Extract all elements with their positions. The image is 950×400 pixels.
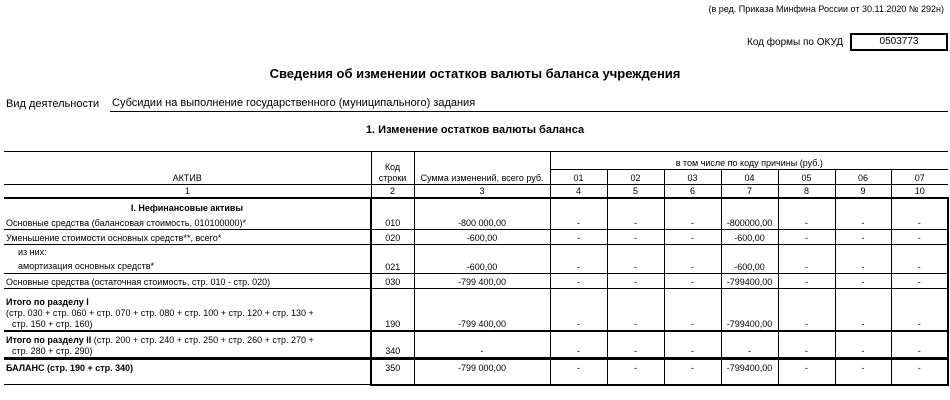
row-cell [550, 198, 607, 214]
row-code: 340 [371, 331, 414, 359]
row-cell: - [607, 245, 664, 274]
row-cell [835, 198, 891, 214]
row-cell: - [891, 289, 948, 331]
col-number: 8 [778, 185, 835, 198]
row-label-line: стр. 280 + стр. 290) [12, 346, 93, 356]
row-cell: - [664, 359, 721, 385]
row-cell: - [778, 274, 835, 289]
row-cell: -800000,00 [721, 214, 778, 230]
row-cell: - [607, 289, 664, 331]
row-cell: -600,00 [721, 245, 778, 274]
row-cell: - [835, 289, 891, 331]
row-cell: - [778, 331, 835, 359]
table-row [4, 230, 948, 245]
row-label-line: (стр. 030 + стр. 060 + стр. 070 + стр. 080 + стр. 100 + стр. 120 + стр. 130 + [6, 307, 314, 318]
table-row [4, 274, 948, 289]
col-number: 9 [835, 185, 891, 198]
okud-code: 0503773 [879, 36, 919, 47]
row-cell: -600,00 [721, 230, 778, 245]
col-number: 3 [414, 185, 550, 198]
row-label-line: стр. 150 + стр. 160) [12, 318, 93, 329]
row-cell: - [664, 331, 721, 359]
row-cell: - [835, 214, 891, 230]
row-label [4, 289, 371, 331]
row-sum: -799 400,00 [414, 274, 550, 289]
row-cell: -799400,00 [721, 274, 778, 289]
balance-changes-table [4, 151, 949, 386]
row-cell: - [550, 230, 607, 245]
row-cell: - [664, 274, 721, 289]
row-cell: - [835, 331, 891, 359]
edition-note: (в ред. Приказа Минфина России от 30.11.2020 № 292н) [708, 4, 944, 14]
row-label: Уменьшение стоимости основных средств**, всего* [4, 230, 371, 245]
row-code: 020 [371, 230, 414, 245]
row-cell: -799400,00 [721, 289, 778, 331]
col-header-asset: АКТИВ [4, 152, 371, 185]
okud-code-box [850, 33, 948, 51]
row-sum: -799 400,00 [414, 289, 550, 331]
table-row [4, 359, 948, 385]
row-label: Основные средства (остаточная стоимость, стр. 010 - стр. 020) [4, 274, 371, 289]
row-cell: - [891, 245, 948, 274]
row-cell: - [550, 214, 607, 230]
row-cell: - [835, 230, 891, 245]
row-sum: -600,00 [414, 230, 550, 245]
col-number: 2 [371, 185, 414, 198]
table-row [4, 289, 948, 331]
row-cell [664, 198, 721, 214]
row-code: 350 [371, 359, 414, 385]
okud-label: Код формы по ОКУД [747, 37, 844, 48]
table-row [4, 198, 948, 214]
col-number: 4 [550, 185, 607, 198]
col-number: 5 [607, 185, 664, 198]
row-cell: - [835, 274, 891, 289]
row-cell: - [778, 230, 835, 245]
col-header-sum: Сумма изменений, всего руб. [414, 152, 550, 185]
row-cell: - [607, 331, 664, 359]
row-cell: - [778, 289, 835, 331]
row-cell: - [891, 230, 948, 245]
row-cell: - [891, 359, 948, 385]
row-sum: -600,00 [414, 245, 550, 274]
row-cell: - [664, 245, 721, 274]
row-cell: -799400,00 [721, 359, 778, 385]
row-cell: - [891, 274, 948, 289]
col-header-reason-07: 07 [891, 170, 948, 185]
document-title: Сведения об изменении остатков валюты баланса учреждения [269, 66, 681, 81]
row-code [371, 198, 414, 214]
row-cell: - [835, 245, 891, 274]
row-cell: - [550, 245, 607, 274]
row-cell: - [721, 331, 778, 359]
row-cell: - [550, 331, 607, 359]
col-header-reason-06: 06 [835, 170, 891, 185]
col-header-reason-04: 04 [721, 170, 778, 185]
row-cell [721, 198, 778, 214]
row-label-line [6, 335, 368, 346]
row-cell: - [778, 245, 835, 274]
row-cell: - [664, 230, 721, 245]
row-code: 010 [371, 214, 414, 230]
col-header-reason-03: 03 [664, 170, 721, 185]
row-cell: - [607, 230, 664, 245]
row-cell: - [891, 214, 948, 230]
row-label: БАЛАНС (стр. 190 + стр. 340) [4, 359, 371, 385]
row-label-rest: (стр. 200 + стр. 240 + стр. 250 + стр. 260 + стр. 270 + [91, 335, 314, 345]
row-cell [607, 198, 664, 214]
row-cell: - [550, 274, 607, 289]
row-cell: - [891, 331, 948, 359]
row-label [4, 245, 371, 274]
section-title: 1. Изменение остатков валюты баланса [365, 124, 585, 136]
row-cell: - [607, 274, 664, 289]
row-label-line: Итого по разделу I [6, 296, 89, 307]
table-row [4, 245, 948, 274]
row-cell: - [664, 214, 721, 230]
table-row [4, 214, 948, 230]
row-code: 030 [371, 274, 414, 289]
row-cell: - [607, 359, 664, 385]
col-header-reason-05: 05 [778, 170, 835, 185]
row-label-line: амортизация основных средств* [18, 261, 155, 271]
section-heading-nonfinancial: I. Нефинансовые активы [4, 198, 371, 214]
row-cell: - [550, 359, 607, 385]
row-sum: -800 000,00 [414, 214, 550, 230]
row-sum: -799 000,00 [414, 359, 550, 385]
col-number: 6 [664, 185, 721, 198]
row-cell: - [778, 214, 835, 230]
row-cell: - [550, 289, 607, 331]
col-header-reason-01: 01 [550, 170, 607, 185]
col-number: 7 [721, 185, 778, 198]
row-code: 021 [371, 245, 414, 274]
activity-value: Субсидии на выполнение государственного (муниципального) задания [110, 97, 948, 112]
row-cell: - [778, 359, 835, 385]
row-label-line: из них: [18, 247, 47, 257]
table-row [4, 331, 948, 359]
row-label: Основные средства (балансовая стоимость, 010100000)* [4, 214, 371, 230]
row-cell [778, 198, 835, 214]
col-header-reason-group: в том числе по коду причины (руб.) [550, 152, 948, 170]
row-cell: - [664, 289, 721, 331]
row-sum: - [414, 331, 550, 359]
row-label [4, 331, 371, 359]
col-number: 10 [891, 185, 948, 198]
row-sum [414, 198, 550, 214]
row-code: 190 [371, 289, 414, 331]
row-label-bold: Итого по разделу II [6, 335, 92, 345]
row-cell [891, 198, 948, 214]
row-cell: - [607, 214, 664, 230]
col-header-reason-02: 02 [607, 170, 664, 185]
col-header-code: Код строки [371, 152, 414, 185]
col-number: 1 [4, 185, 371, 198]
row-cell: - [835, 359, 891, 385]
activity-label: Вид деятельности [6, 98, 100, 110]
